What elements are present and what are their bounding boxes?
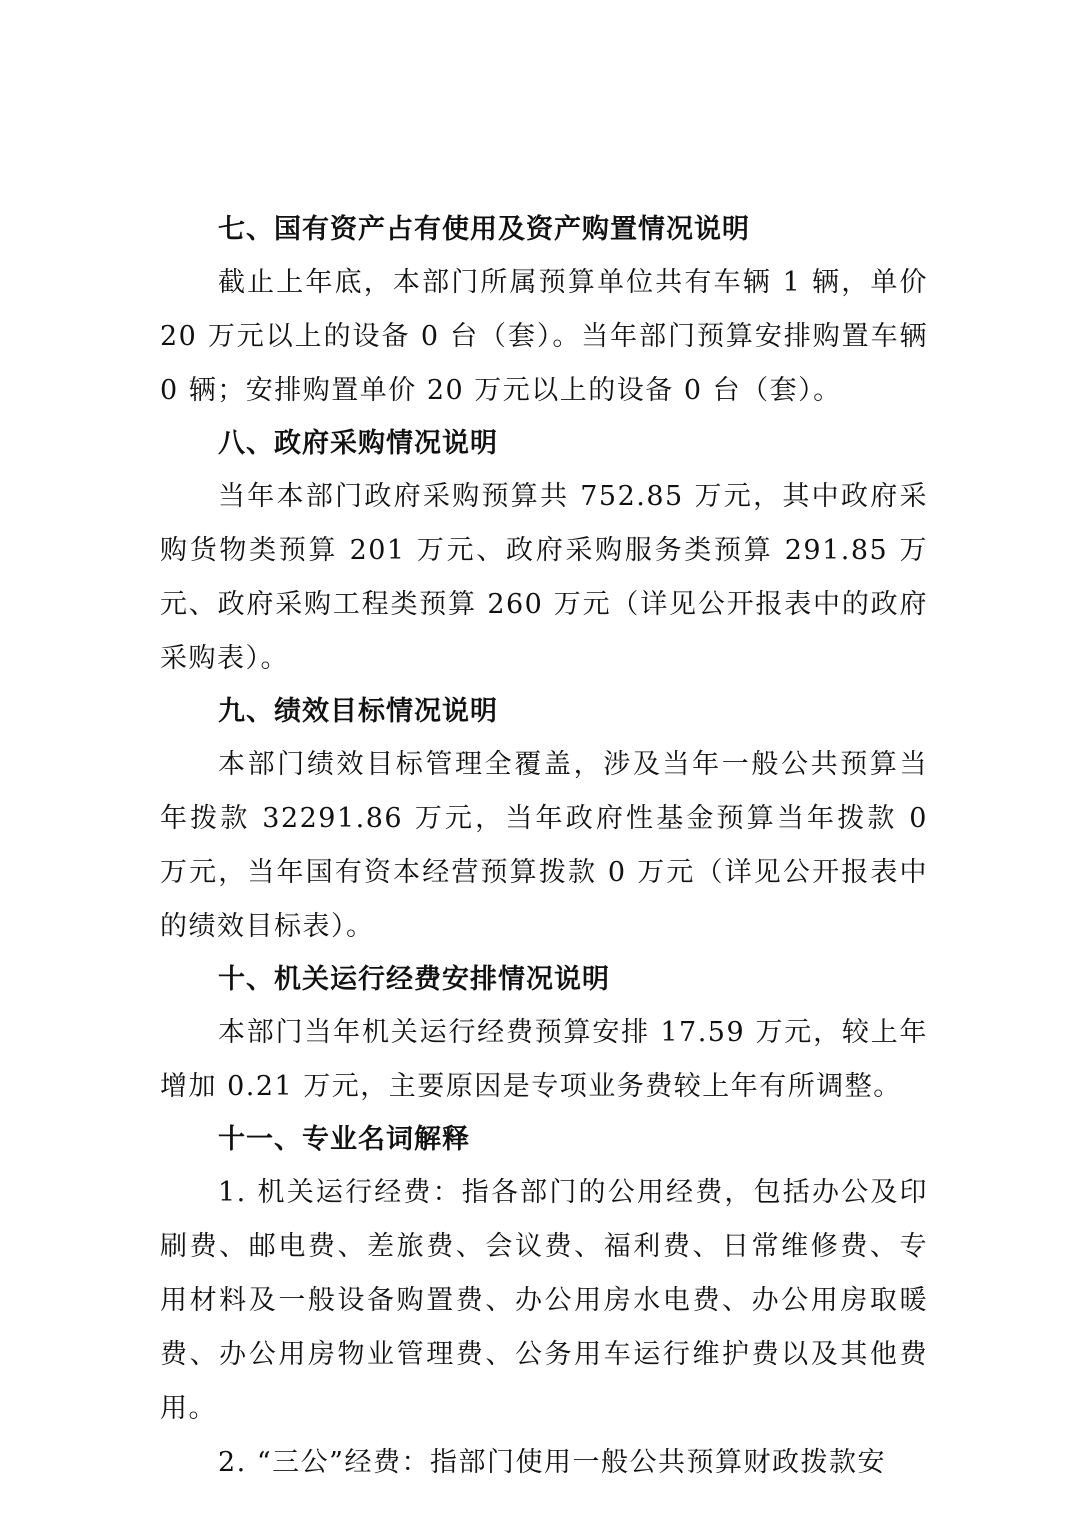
section-assets: [160, 204, 928, 418]
paragraph-performance: 本部门绩效目标管理全覆盖，涉及当年一般公共预算当年拨款 32291.86 万元，当年政府性基金预算当年拨款 0 万元，当年国有资本经营预算拨款 0 万元（详见公开报表中的绩效目标表）。: [160, 749, 928, 942]
glossary-item-operating-costs: 1. 机关运行经费：指各部门的公用经费，包括办公及印刷费、邮电费、差旅费、会议费、福利费、日常维修费、专用材料及一般设备购置费、办公用房水电费、办公用房取暖费、办公用房物业管理费、公务用车运行维护费以及其他费用。: [160, 1177, 928, 1424]
section-heading-performance: 九、绩效目标情况说明: [218, 696, 498, 727]
glossary-item-three-public: 2. “三公”经费：指部门使用一般公共预算财政拨款安: [218, 1447, 886, 1478]
section-heading-procurement: 八、政府采购情况说明: [218, 428, 498, 459]
paragraph-assets: 截止上年底，本部门所属预算单位共有车辆 1 辆，单价 20 万元以上的设备 0 台（套）。当年部门预算安排购置车辆 0 辆；安排购置单价 20 万元以上的设备 0 台（套）。: [160, 267, 928, 406]
section-procurement: [160, 418, 928, 686]
section-operating-costs: [160, 954, 928, 1114]
section-heading-operating-costs: 十、机关运行经费安排情况说明: [218, 964, 610, 995]
section-heading-assets: 七、国有资产占有使用及资产购置情况说明: [218, 214, 750, 245]
section-performance: [160, 686, 928, 954]
document-page: [160, 204, 928, 1490]
paragraph-operating-costs: 本部门当年机关运行经费预算安排 17.59 万元，较上年增加 0.21 万元，主要原因是专项业务费较上年有所调整。: [160, 1017, 928, 1102]
section-heading-glossary: 十一、专业名词解释: [218, 1124, 470, 1155]
section-glossary: [160, 1114, 928, 1490]
paragraph-procurement: 当年本部门政府采购预算共 752.85 万元，其中政府采购货物类预算 201 万元、政府采购服务类预算 291.85 万元、政府采购工程类预算 260 万元（详见公开报表中的政府采购表）。: [160, 481, 928, 674]
